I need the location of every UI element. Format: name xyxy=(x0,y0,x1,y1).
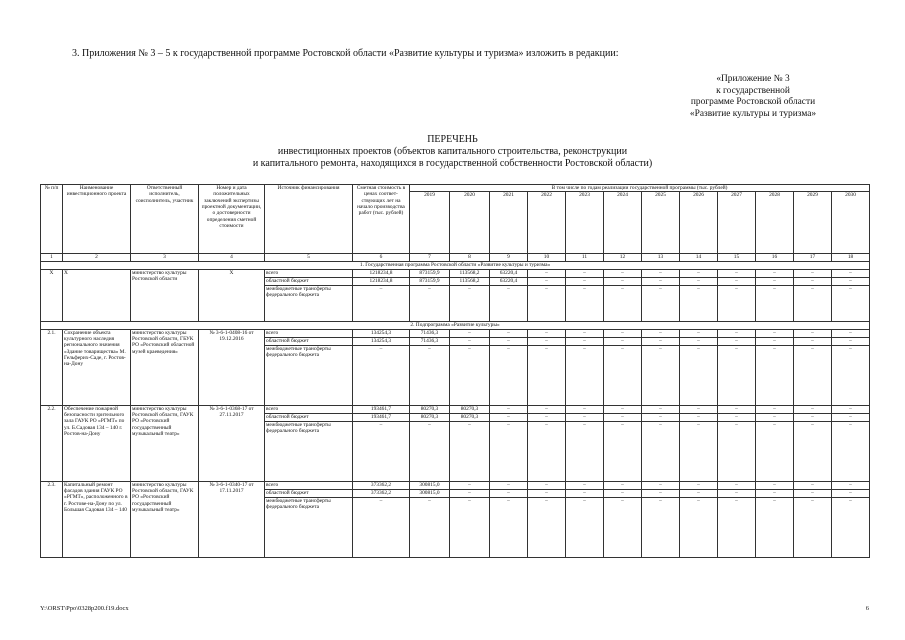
column-number: 12 xyxy=(604,254,642,262)
footer-file-path: Y:\ORST\Ppo\0328p200.f19.docx xyxy=(40,605,129,612)
funding-value: – xyxy=(450,489,490,497)
funding-value: 80270,3 xyxy=(450,413,490,421)
column-number: 18 xyxy=(832,254,870,262)
funding-value: – xyxy=(794,337,832,345)
funding-value: – xyxy=(756,489,794,497)
funding-source: всего xyxy=(265,329,353,337)
header-cost: Сметная стоимость в ценах соответ-ствующих лет на начало производства работ (тыс. рублей) xyxy=(353,185,410,254)
funding-value: – xyxy=(642,481,680,489)
funding-value: – xyxy=(490,481,528,489)
funding-value: – xyxy=(718,337,756,345)
funding-value: – xyxy=(604,345,642,405)
funding-value: – xyxy=(490,345,528,405)
project-name: Обеспечение пожарной безопасности зрительного зала ГАУК РО «РГМТ» по ул. Б.Садовая 134 – 140 г. Ростов-на-Дону xyxy=(63,405,131,481)
funding-value: – xyxy=(794,421,832,481)
funding-value: – xyxy=(566,489,604,497)
header-year: 2024 xyxy=(604,192,642,254)
funding-value: – xyxy=(490,413,528,421)
funding-value: – xyxy=(642,337,680,345)
funding-source: областной бюджет xyxy=(265,337,353,345)
funding-value: – xyxy=(410,345,450,405)
column-number: 8 xyxy=(450,254,490,262)
funding-value: – xyxy=(794,497,832,557)
funding-value: – xyxy=(528,277,566,285)
funding-value: – xyxy=(450,345,490,405)
funding-value: – xyxy=(642,405,680,413)
funding-value: 80270,3 xyxy=(450,405,490,413)
funding-value: – xyxy=(680,421,718,481)
funding-value: – xyxy=(794,489,832,497)
column-number: 16 xyxy=(756,254,794,262)
funding-value: – xyxy=(528,345,566,405)
funding-value: – xyxy=(604,329,642,337)
table-row xyxy=(41,329,870,337)
funding-value: – xyxy=(680,413,718,421)
table-header-row xyxy=(41,185,870,192)
funding-value: – xyxy=(604,489,642,497)
funding-value: – xyxy=(410,285,450,321)
funding-value: 134254,3 xyxy=(353,329,410,337)
funding-value: 873159,9 xyxy=(410,269,450,277)
header-year: 2022 xyxy=(528,192,566,254)
column-number: 10 xyxy=(528,254,566,262)
page-number: 6 xyxy=(865,605,869,612)
funding-value: – xyxy=(680,285,718,321)
funding-value: – xyxy=(528,285,566,321)
funding-value: – xyxy=(566,285,604,321)
funding-value: – xyxy=(566,269,604,277)
funding-value: – xyxy=(832,337,870,345)
funding-value: – xyxy=(680,269,718,277)
project-name: Сохранение объекта культурного наследия регионального значения «Здание товарищества» М. Гельфериx-Саде, г. Ростов-на-Дону xyxy=(63,329,131,405)
funding-source: областной бюджет xyxy=(265,277,353,285)
funding-value: – xyxy=(642,329,680,337)
annex-line: «Приложение № 3 xyxy=(716,74,790,84)
funding-value: – xyxy=(528,269,566,277)
header-years-group: В том числе по годам реализации государственной программы (тыс. рублей) xyxy=(410,185,870,192)
funding-value: – xyxy=(450,421,490,481)
annex-line: программе Ростовской области xyxy=(690,97,816,107)
funding-source: межбюджетные трансферты федерального бюджета xyxy=(265,285,353,321)
column-number: 5 xyxy=(265,254,353,262)
funding-value: – xyxy=(450,337,490,345)
section-row-program xyxy=(41,262,870,270)
annex-line: «Развитие культуры и туризма» xyxy=(689,108,817,119)
project-executor: министерство культуры Ростовской области, ГАУК РО «Ростовский государственный музыкальный театр» xyxy=(131,405,199,481)
funding-value: – xyxy=(566,277,604,285)
funding-value: 80270,3 xyxy=(410,405,450,413)
funding-value: – xyxy=(642,497,680,557)
funding-value: – xyxy=(566,329,604,337)
funding-value: – xyxy=(528,497,566,557)
funding-value: 300815,0 xyxy=(410,489,450,497)
heading-title: ПЕРЕЧЕНЬ xyxy=(427,134,478,145)
funding-value: – xyxy=(604,413,642,421)
funding-value: – xyxy=(490,489,528,497)
section-row-subprogram xyxy=(41,321,870,329)
investment-projects-table xyxy=(40,184,870,558)
funding-value: – xyxy=(566,405,604,413)
funding-source: областной бюджет xyxy=(265,413,353,421)
project-expertise: № 3-6-1-0408-16 от 19.12.2016 xyxy=(199,329,265,405)
funding-value: – xyxy=(718,497,756,557)
funding-value: – xyxy=(680,329,718,337)
funding-value: – xyxy=(832,405,870,413)
funding-value: – xyxy=(353,421,410,481)
project-expertise: Х xyxy=(199,269,265,321)
funding-value: – xyxy=(642,285,680,321)
funding-value: – xyxy=(642,413,680,421)
project-expertise: № 3-6-1-0368-17 от 27.11.2017 xyxy=(199,405,265,481)
funding-value: 1218234,8 xyxy=(353,277,410,285)
funding-value: – xyxy=(832,269,870,277)
funding-value: – xyxy=(680,337,718,345)
section-title: 1. Государственная программа Ростовской области «Развитие культуры и туризма» xyxy=(41,262,870,270)
header-year: 2023 xyxy=(566,192,604,254)
funding-value: – xyxy=(528,405,566,413)
funding-value: – xyxy=(604,497,642,557)
funding-value: – xyxy=(566,345,604,405)
section-title: 2. Подпрограмма «Развитие культуры» xyxy=(41,321,870,329)
column-number: 6 xyxy=(353,254,410,262)
header-exec: Ответственный исполнитель, соисполнитель, участник xyxy=(131,185,199,254)
funding-value: – xyxy=(528,337,566,345)
funding-value: – xyxy=(756,405,794,413)
table-row xyxy=(41,405,870,413)
funding-value: – xyxy=(794,285,832,321)
funding-value: – xyxy=(528,329,566,337)
funding-value: – xyxy=(718,329,756,337)
header-name: Наименование инвестиционного проекта xyxy=(63,185,131,254)
funding-value: 873159,9 xyxy=(410,277,450,285)
project-name: Капитальный ремонт фасадов здания ГАУК РО «РГМТ», расположенного в г. Ростове-на-Дону по ул. Большая Садовая 134 – 140 xyxy=(63,481,131,557)
funding-value: – xyxy=(528,481,566,489)
project-executor: министерство культуры Ростовской области, ГАУК РО «Ростовский государственный музыкальный театр» xyxy=(131,481,199,557)
header-year: 2019 xyxy=(410,192,450,254)
funding-value: – xyxy=(353,285,410,321)
column-numbers-row xyxy=(41,254,870,262)
funding-value: – xyxy=(490,421,528,481)
funding-value: 1218234,8 xyxy=(353,269,410,277)
funding-value: – xyxy=(794,277,832,285)
funding-value: 63220,4 xyxy=(490,269,528,277)
funding-value: – xyxy=(604,337,642,345)
funding-source: всего xyxy=(265,269,353,277)
column-number: 17 xyxy=(794,254,832,262)
funding-value: – xyxy=(756,277,794,285)
funding-value: – xyxy=(450,329,490,337)
funding-value: – xyxy=(794,481,832,489)
funding-value: 63220,4 xyxy=(490,277,528,285)
column-number: 11 xyxy=(566,254,604,262)
column-number: 4 xyxy=(199,254,265,262)
funding-value: – xyxy=(604,421,642,481)
annex-reference xyxy=(653,74,853,120)
funding-value: – xyxy=(490,337,528,345)
projects-table-container xyxy=(40,184,869,558)
funding-value: – xyxy=(756,497,794,557)
funding-value: – xyxy=(642,421,680,481)
funding-value: – xyxy=(794,405,832,413)
table-row xyxy=(41,481,870,489)
funding-value: – xyxy=(832,489,870,497)
funding-value: – xyxy=(832,421,870,481)
funding-value: – xyxy=(604,277,642,285)
funding-value: – xyxy=(794,329,832,337)
funding-source: областной бюджет xyxy=(265,489,353,497)
funding-value: – xyxy=(718,481,756,489)
column-number: 15 xyxy=(718,254,756,262)
funding-value: – xyxy=(642,489,680,497)
funding-value: – xyxy=(450,497,490,557)
funding-value: – xyxy=(756,345,794,405)
funding-value: – xyxy=(642,277,680,285)
project-number: Х xyxy=(41,269,63,321)
column-number: 7 xyxy=(410,254,450,262)
project-number: 2.2. xyxy=(41,405,63,481)
header-doc: Номер и дата положительных заключений экспертизы проектной документации, о достоверности определения сметной стоимости xyxy=(199,185,265,254)
column-number: 1 xyxy=(41,254,63,262)
funding-value: – xyxy=(528,413,566,421)
header-year: 2030 xyxy=(832,192,870,254)
column-number: 13 xyxy=(642,254,680,262)
funding-value: – xyxy=(832,413,870,421)
funding-value: – xyxy=(353,497,410,557)
funding-value: – xyxy=(566,337,604,345)
header-year: 2026 xyxy=(680,192,718,254)
funding-value: – xyxy=(680,405,718,413)
funding-value: – xyxy=(566,497,604,557)
funding-value: 193461,7 xyxy=(353,405,410,413)
header-year: 2025 xyxy=(642,192,680,254)
funding-value: – xyxy=(756,329,794,337)
funding-value: – xyxy=(680,481,718,489)
funding-source: всего xyxy=(265,481,353,489)
funding-value: – xyxy=(756,413,794,421)
funding-source: межбюджетные трансферты федерального бюджета xyxy=(265,421,353,481)
funding-value: – xyxy=(604,481,642,489)
funding-value: 113568,2 xyxy=(450,277,490,285)
funding-value: 134254,3 xyxy=(353,337,410,345)
funding-value: – xyxy=(718,269,756,277)
funding-value: – xyxy=(794,413,832,421)
funding-value: 80270,3 xyxy=(410,413,450,421)
project-executor: министерство культуры Ростовской области, ГБУК РО «Ростовский областной музей краеведения» xyxy=(131,329,199,405)
header-year: 2021 xyxy=(490,192,528,254)
funding-value: – xyxy=(490,405,528,413)
funding-value: – xyxy=(528,489,566,497)
funding-value: – xyxy=(528,421,566,481)
heading-line: и капитального ремонта, находящихся в государственной собственности Ростовской области) xyxy=(252,158,653,170)
funding-value: – xyxy=(353,345,410,405)
funding-value: – xyxy=(832,481,870,489)
column-number: 3 xyxy=(131,254,199,262)
funding-value: – xyxy=(756,421,794,481)
table-row xyxy=(41,269,870,277)
funding-value: – xyxy=(410,497,450,557)
funding-value: – xyxy=(490,285,528,321)
column-number: 14 xyxy=(680,254,718,262)
funding-value: – xyxy=(680,497,718,557)
funding-value: 373362,2 xyxy=(353,489,410,497)
funding-value: – xyxy=(642,269,680,277)
project-expertise: № 3-6-1-0340-17 от 17.11.2017 xyxy=(199,481,265,557)
funding-value: 71436,3 xyxy=(410,337,450,345)
header-num: № п/п xyxy=(41,185,63,254)
funding-value: – xyxy=(490,497,528,557)
project-number: 2.3. xyxy=(41,481,63,557)
column-number: 9 xyxy=(490,254,528,262)
document-heading xyxy=(80,134,825,171)
project-executor: министерство культуры Ростовской области xyxy=(131,269,199,321)
funding-value: – xyxy=(832,329,870,337)
funding-value: – xyxy=(718,285,756,321)
header-year: 2028 xyxy=(756,192,794,254)
funding-value: – xyxy=(450,481,490,489)
funding-value: – xyxy=(410,421,450,481)
funding-value: – xyxy=(604,269,642,277)
funding-value: – xyxy=(718,489,756,497)
funding-value: – xyxy=(490,329,528,337)
funding-value: – xyxy=(566,413,604,421)
column-number: 2 xyxy=(63,254,131,262)
funding-value: – xyxy=(604,285,642,321)
funding-value: – xyxy=(756,337,794,345)
funding-value: – xyxy=(718,413,756,421)
funding-value: – xyxy=(718,277,756,285)
funding-value: – xyxy=(680,489,718,497)
funding-value: – xyxy=(832,345,870,405)
funding-value: 300815,0 xyxy=(410,481,450,489)
header-year: 2027 xyxy=(718,192,756,254)
project-number: 2.1. xyxy=(41,329,63,405)
header-year: 2020 xyxy=(450,192,490,254)
funding-value: – xyxy=(718,405,756,413)
project-name: Х xyxy=(63,269,131,321)
funding-value: – xyxy=(718,345,756,405)
funding-value: 71436,3 xyxy=(410,329,450,337)
funding-value: – xyxy=(604,405,642,413)
funding-value: – xyxy=(756,269,794,277)
funding-value: – xyxy=(680,277,718,285)
funding-value: 373362,2 xyxy=(353,481,410,489)
intro-paragraph: 3. Приложения № 3 – 5 к государственной программе Ростовской области «Развитие культуры и туризма» изложить в редакции: xyxy=(72,48,619,59)
funding-value: – xyxy=(450,285,490,321)
funding-value: – xyxy=(756,285,794,321)
funding-source: межбюджетные трансферты федерального бюджета xyxy=(265,497,353,557)
funding-value: – xyxy=(566,481,604,489)
funding-value: – xyxy=(794,345,832,405)
funding-value: 193461,7 xyxy=(353,413,410,421)
funding-value: – xyxy=(832,497,870,557)
funding-value: 113568,2 xyxy=(450,269,490,277)
heading-line: инвестиционных проектов (объектов капитального строительства, реконструкции xyxy=(277,146,628,158)
annex-line: к государственной xyxy=(716,85,790,96)
funding-value: – xyxy=(832,277,870,285)
header-year: 2029 xyxy=(794,192,832,254)
funding-value: – xyxy=(718,421,756,481)
funding-value: – xyxy=(642,345,680,405)
funding-value: – xyxy=(756,481,794,489)
funding-source: всего xyxy=(265,405,353,413)
funding-source: межбюджетные трансферты федерального бюджета xyxy=(265,345,353,405)
funding-value: – xyxy=(832,285,870,321)
funding-value: – xyxy=(794,269,832,277)
funding-value: – xyxy=(680,345,718,405)
funding-value: – xyxy=(566,421,604,481)
header-source: Источник финансирования xyxy=(265,185,353,254)
